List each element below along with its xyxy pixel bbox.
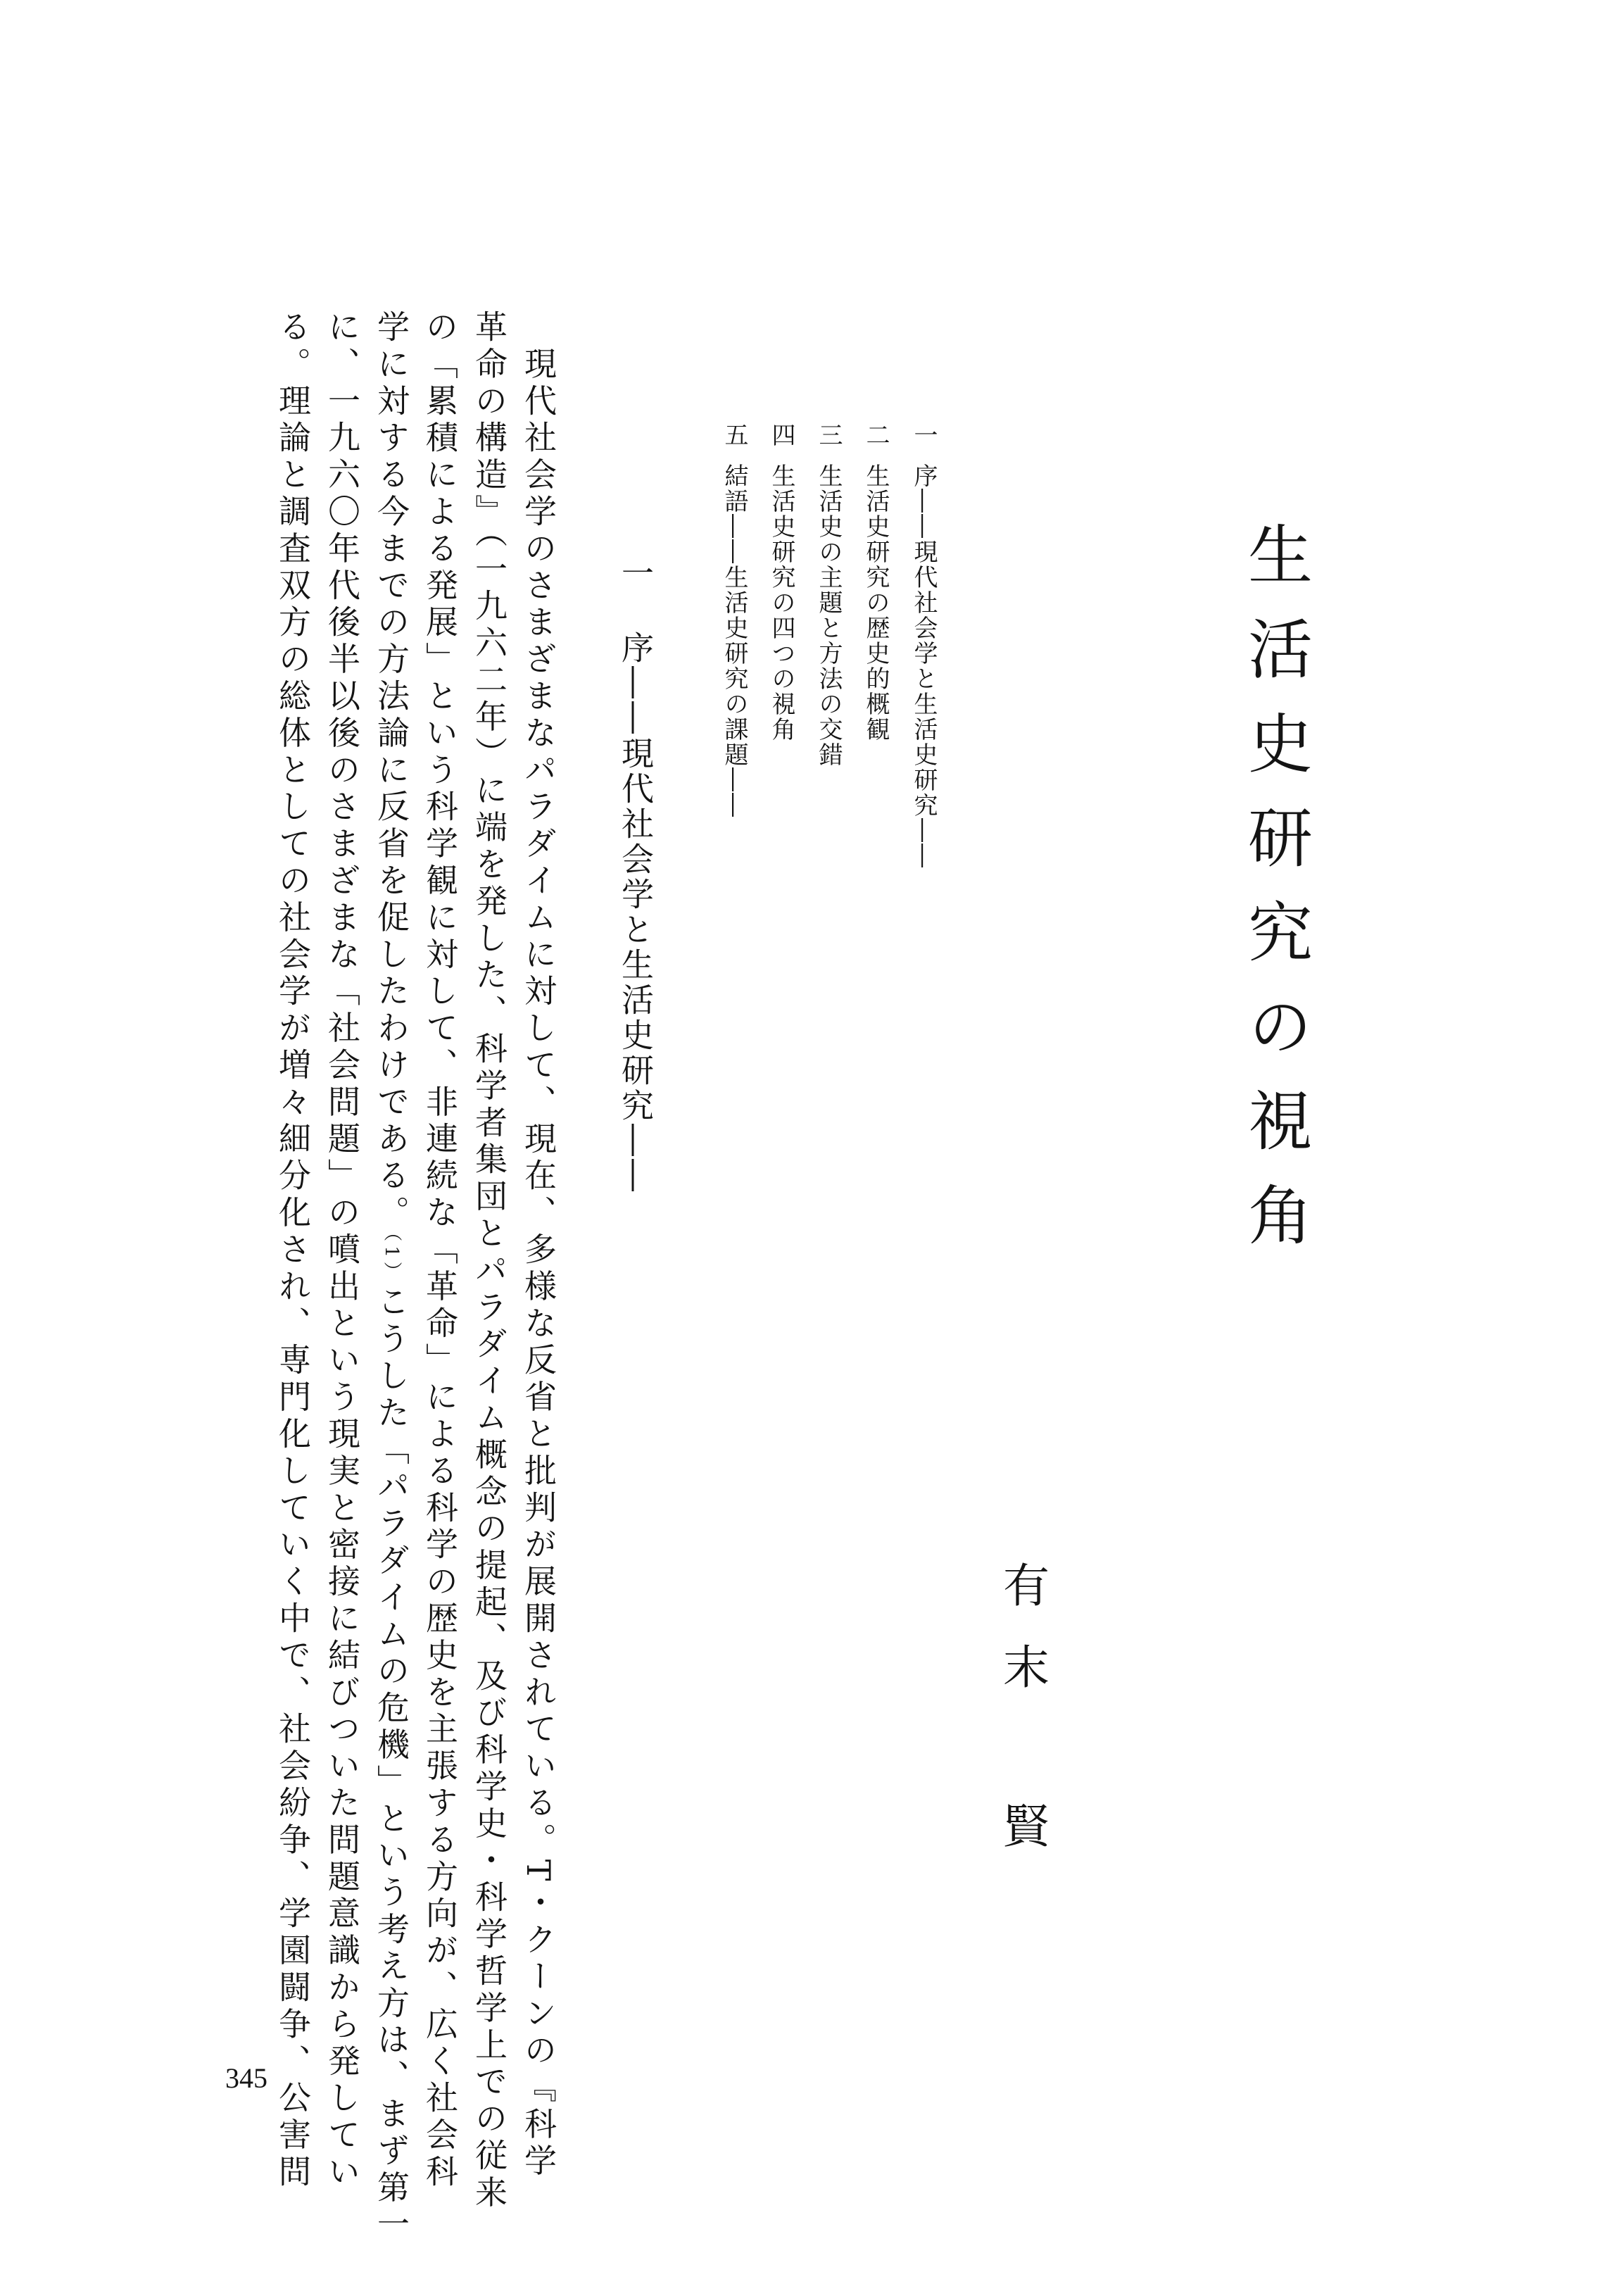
body-line: る。理論と調査双方の総体としての社会学が増々細分化され、専門化していく中で、社会紛争、学園闘争、公害問 [274,310,312,2192]
toc-item [909,422,938,869]
toc-number: 一 [909,422,938,448]
body-text: 学に対する今までの方法論に反省を促したわけである。 [372,310,410,1232]
body-text: こうした「パラダイムの危機」という考え方は、まず第一 [372,1284,410,2245]
toc-text: 結語――生活史研究の課題―― [720,463,748,818]
body-line [372,310,410,2245]
toc-item [722,422,746,818]
section-title: 序――現代社会学と生活史研究―― [617,631,655,1194]
section-heading [617,556,655,1194]
body-line: の「累積による発展」という科学観に対して、非連続な「革命」による科学の歴史を主張する方向が、広く社会科 [421,310,459,2192]
section-number: 一 [617,556,655,591]
toc-text: 生活史研究の四つの視角 [767,463,795,742]
toc-text: 生活史の主題と方法の交錯 [814,463,843,767]
toc-text: 序――現代社会学と生活史研究―― [909,463,938,869]
toc-number: 五 [720,422,748,448]
toc-item [814,422,843,767]
toc-number: 三 [814,422,843,448]
author-name [1003,1559,1050,1854]
author-char: 賢 [1003,1800,1050,1854]
toc-number: 四 [767,422,795,448]
body-line: に、一九六〇年代後半以後のさまざまな「社会問題」の噴出という現実と密接に結びついた問題意識から発してい [323,310,361,2192]
author-char: 有 [1003,1559,1050,1613]
footnote-marker: （1） [381,1232,402,1285]
page-number: 345 [225,2062,267,2094]
toc-item [769,422,793,742]
author-char: 末 [1003,1641,1050,1695]
body-line: 革命の構造』（一九六二年）に端を発した、科学者集団とパラダイム概念の提起、及び科学史・科学哲学上での従来 [470,310,508,2212]
body-line: 現代社会学のさまざまなパラダイムに対して、現在、多様な反省と批判が展開されている。T・クーンの『科学 [519,310,557,2181]
toc-item [864,422,888,742]
page-title: 生活史研究の視角 [1237,521,1313,1276]
toc-text: 生活史研究の歴史的概観 [862,463,890,742]
toc-number: 二 [862,422,890,448]
